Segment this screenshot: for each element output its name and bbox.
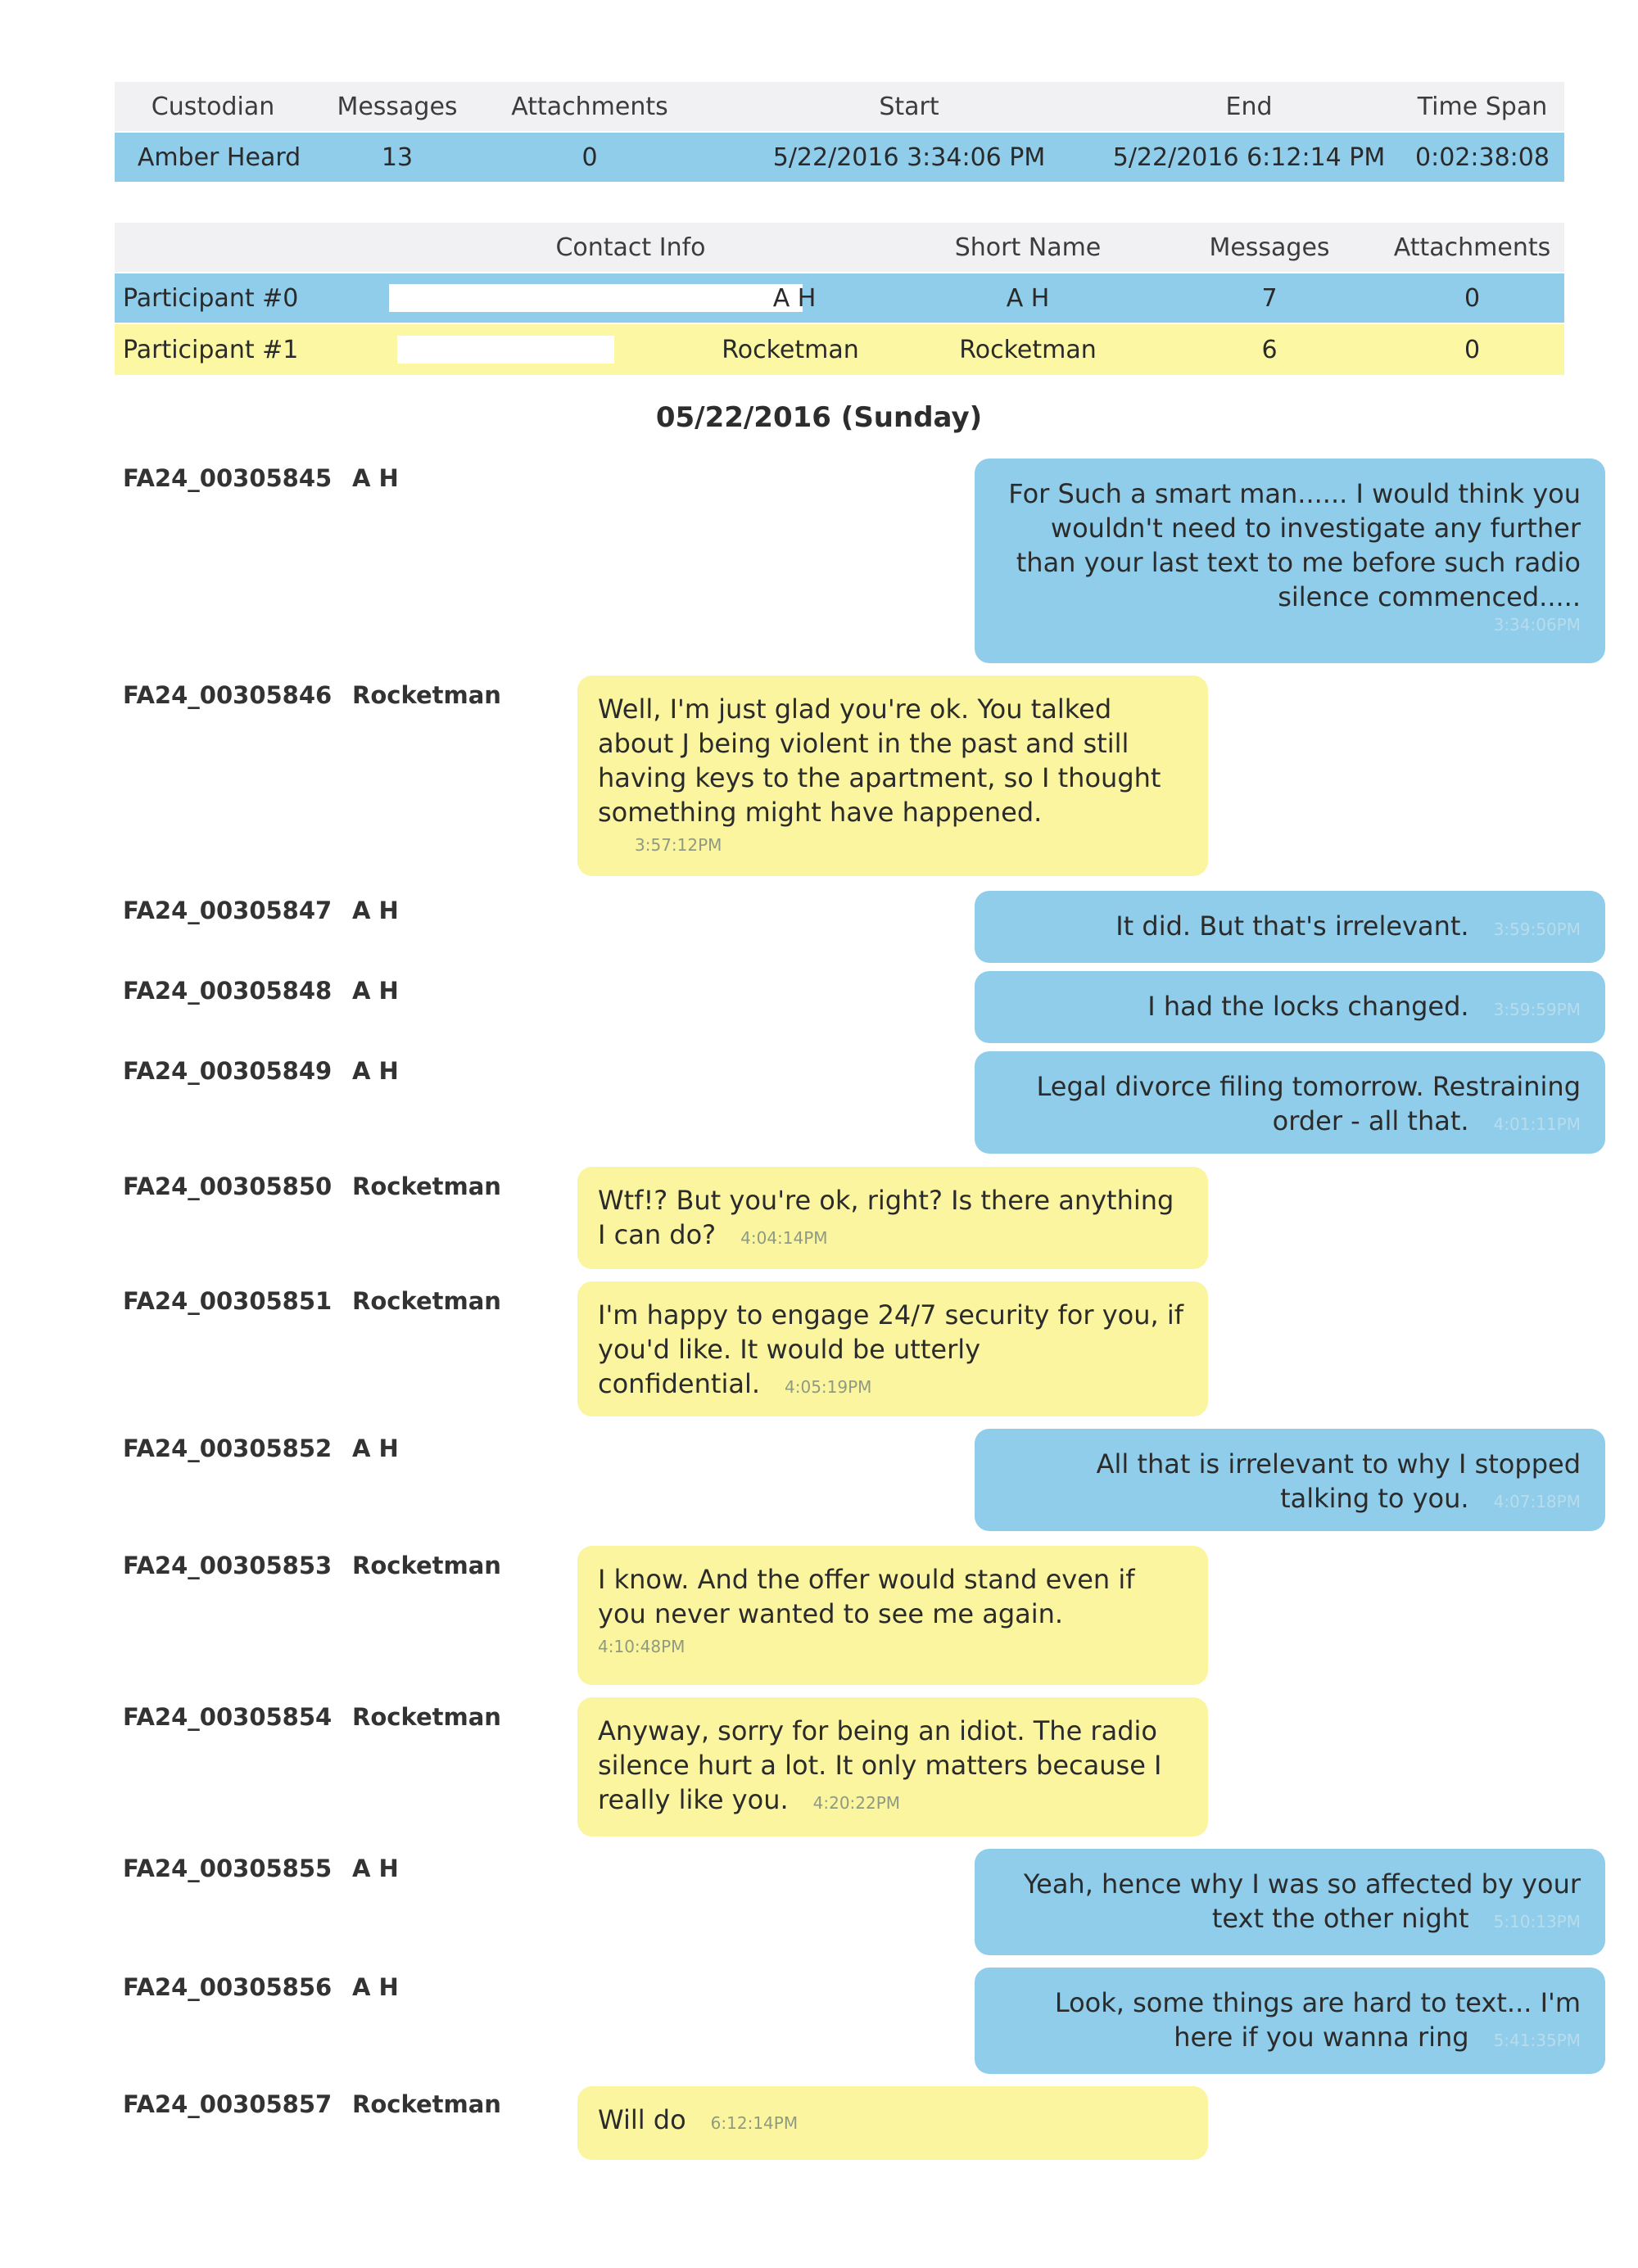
- header-custodian: Custodian: [151, 92, 275, 121]
- messages-value: 13: [381, 142, 414, 172]
- message-timestamp: 3:57:12PM: [635, 835, 722, 855]
- participant-row-1: [115, 324, 1564, 375]
- message-bubble-ah: [975, 1429, 1605, 1531]
- message-bubble-rocketman: [577, 675, 1208, 876]
- message-id: FA24_00305852: [123, 1434, 333, 1462]
- message-timestamp: 4:10:48PM: [598, 1637, 686, 1656]
- message-sender: A H: [352, 464, 399, 492]
- message-id: FA24_00305855: [123, 1855, 333, 1882]
- message-text: Look, some things are hard to text... I'm here if you wanna ring: [1054, 1987, 1581, 2053]
- message-text: Wtf!? But you're ok, right? Is there anything I can do?: [598, 1185, 1174, 1250]
- message-text: Anyway, sorry for being an idiot. The radio silence hurt a lot. It only matters because I really like you.: [598, 1715, 1162, 1815]
- custodian-value: Amber Heard: [137, 142, 301, 172]
- end-value: 5/22/2016 6:12:14 PM: [1112, 142, 1386, 172]
- message-bubble-rocketman: [577, 2086, 1208, 2160]
- message-id: FA24_00305853: [123, 1552, 333, 1579]
- participant-label: Participant #1: [123, 335, 299, 364]
- message-sender: Rocketman: [352, 1172, 501, 1200]
- conversation-date: 05/22/2016 (Sunday): [655, 401, 983, 434]
- message-text: Legal divorce filing tomorrow. Restraining order - all that.: [1036, 1071, 1581, 1136]
- header-participant-messages: Messages: [1209, 233, 1330, 262]
- message-sender: A H: [352, 977, 399, 1005]
- message-sender: A H: [352, 897, 399, 924]
- message-id: FA24_00305848: [123, 977, 333, 1005]
- message-text: Yeah, hence why I was so affected by your text the other night: [1023, 1868, 1581, 1934]
- message-id: FA24_00305857: [123, 2090, 333, 2118]
- message-bubble-ah: [975, 1051, 1605, 1154]
- message-sender: Rocketman: [352, 2090, 501, 2118]
- message-sender: Rocketman: [352, 1287, 501, 1315]
- participant-messages: 6: [1261, 335, 1278, 364]
- message-timestamp: 3:59:50PM: [1493, 919, 1581, 939]
- participant-label: Participant #0: [123, 283, 299, 313]
- participant-messages: 7: [1261, 283, 1278, 313]
- message-id: FA24_00305845: [123, 464, 333, 492]
- message-bubble-ah: [975, 459, 1605, 663]
- summary-table: [115, 82, 1564, 184]
- message-bubble-rocketman: [577, 1167, 1208, 1269]
- message-sender: Rocketman: [352, 681, 501, 709]
- header-messages: Messages: [337, 92, 458, 121]
- message-sender: A H: [352, 1855, 399, 1882]
- participant-short-name: A H: [1006, 283, 1050, 313]
- summary-header-row: [115, 82, 1564, 131]
- message-text: Well, I'm just glad you're ok. You talked about J being violent in the past and still having keys to the apartment, so I thought something might have happened.: [598, 694, 1161, 828]
- message-bubble-ah: [975, 1968, 1605, 2074]
- message-sender: Rocketman: [352, 1703, 501, 1731]
- start-value: 5/22/2016 3:34:06 PM: [772, 142, 1046, 172]
- participant-contact: A H: [772, 283, 817, 313]
- message-id: FA24_00305847: [123, 897, 333, 924]
- header-end: End: [1225, 92, 1273, 121]
- participant-attachments: 0: [1464, 335, 1481, 364]
- message-bubble-ah: [975, 891, 1605, 963]
- message-timestamp: 4:07:18PM: [1493, 1492, 1581, 1511]
- header-attachments: Attachments: [511, 92, 668, 121]
- participants-header-row: [115, 223, 1564, 272]
- message-bubble-rocketman: [577, 1697, 1208, 1837]
- message-id: FA24_00305849: [123, 1057, 333, 1085]
- message-text: For Such a smart man...... I would think you wouldn't need to investigate any further than your last text to me before such radio silence commenced.....: [1008, 478, 1581, 612]
- message-timestamp: 5:41:35PM: [1493, 2031, 1581, 2050]
- time-span-value: 0:02:38:08: [1415, 142, 1550, 172]
- message-timestamp: 3:59:59PM: [1493, 1000, 1581, 1019]
- message-timestamp: 6:12:14PM: [710, 2113, 799, 2133]
- message-bubble-rocketman: [577, 1281, 1208, 1416]
- message-id: FA24_00305851: [123, 1287, 333, 1315]
- message-timestamp: 4:01:11PM: [1493, 1114, 1581, 1134]
- message-id: FA24_00305856: [123, 1973, 333, 2001]
- header-participant-attachments: Attachments: [1393, 233, 1551, 262]
- message-timestamp: 4:20:22PM: [812, 1793, 901, 1813]
- participant-attachments: 0: [1464, 283, 1481, 313]
- message-id: FA24_00305846: [123, 681, 333, 709]
- message-bubble-ah: [975, 971, 1605, 1043]
- redaction-box: [397, 336, 614, 364]
- message-text: I know. And the offer would stand even if you never wanted to see me again.: [598, 1564, 1135, 1629]
- message-id: FA24_00305850: [123, 1172, 333, 1200]
- message-bubble-ah: [975, 1849, 1605, 1955]
- message-timestamp: 5:10:13PM: [1493, 1912, 1581, 1931]
- message-sender: Rocketman: [352, 1552, 501, 1579]
- message-text: It did. But that's irrelevant.: [1115, 910, 1469, 942]
- attachments-value: 0: [581, 142, 598, 172]
- participant-short-name: Rocketman: [959, 335, 1097, 364]
- header-short-name: Short Name: [954, 233, 1102, 262]
- message-text: I'm happy to engage 24/7 security for you, if you'd like. It would be utterly confidential.: [598, 1299, 1183, 1399]
- header-start: Start: [879, 92, 939, 121]
- message-text: Will do: [598, 2104, 686, 2135]
- message-sender: A H: [352, 1434, 399, 1462]
- header-time-span: Time Span: [1417, 92, 1548, 121]
- participants-table: [115, 223, 1564, 378]
- participant-contact: Rocketman: [722, 335, 859, 364]
- message-timestamp: 3:34:06PM: [1493, 615, 1581, 635]
- summary-data-row: [115, 133, 1564, 182]
- message-bubble-rocketman: [577, 1546, 1208, 1685]
- message-timestamp: 4:04:14PM: [740, 1228, 828, 1248]
- message-sender: A H: [352, 1057, 399, 1085]
- participant-row-0: [115, 273, 1564, 323]
- message-text: I had the locks changed.: [1147, 991, 1469, 1022]
- header-contact-info: Contact Info: [555, 233, 706, 262]
- message-sender: A H: [352, 1973, 399, 2001]
- message-text: All that is irrelevant to why I stopped talking to you.: [1096, 1448, 1581, 1514]
- message-timestamp: 4:05:19PM: [785, 1377, 872, 1397]
- message-id: FA24_00305854: [123, 1703, 333, 1731]
